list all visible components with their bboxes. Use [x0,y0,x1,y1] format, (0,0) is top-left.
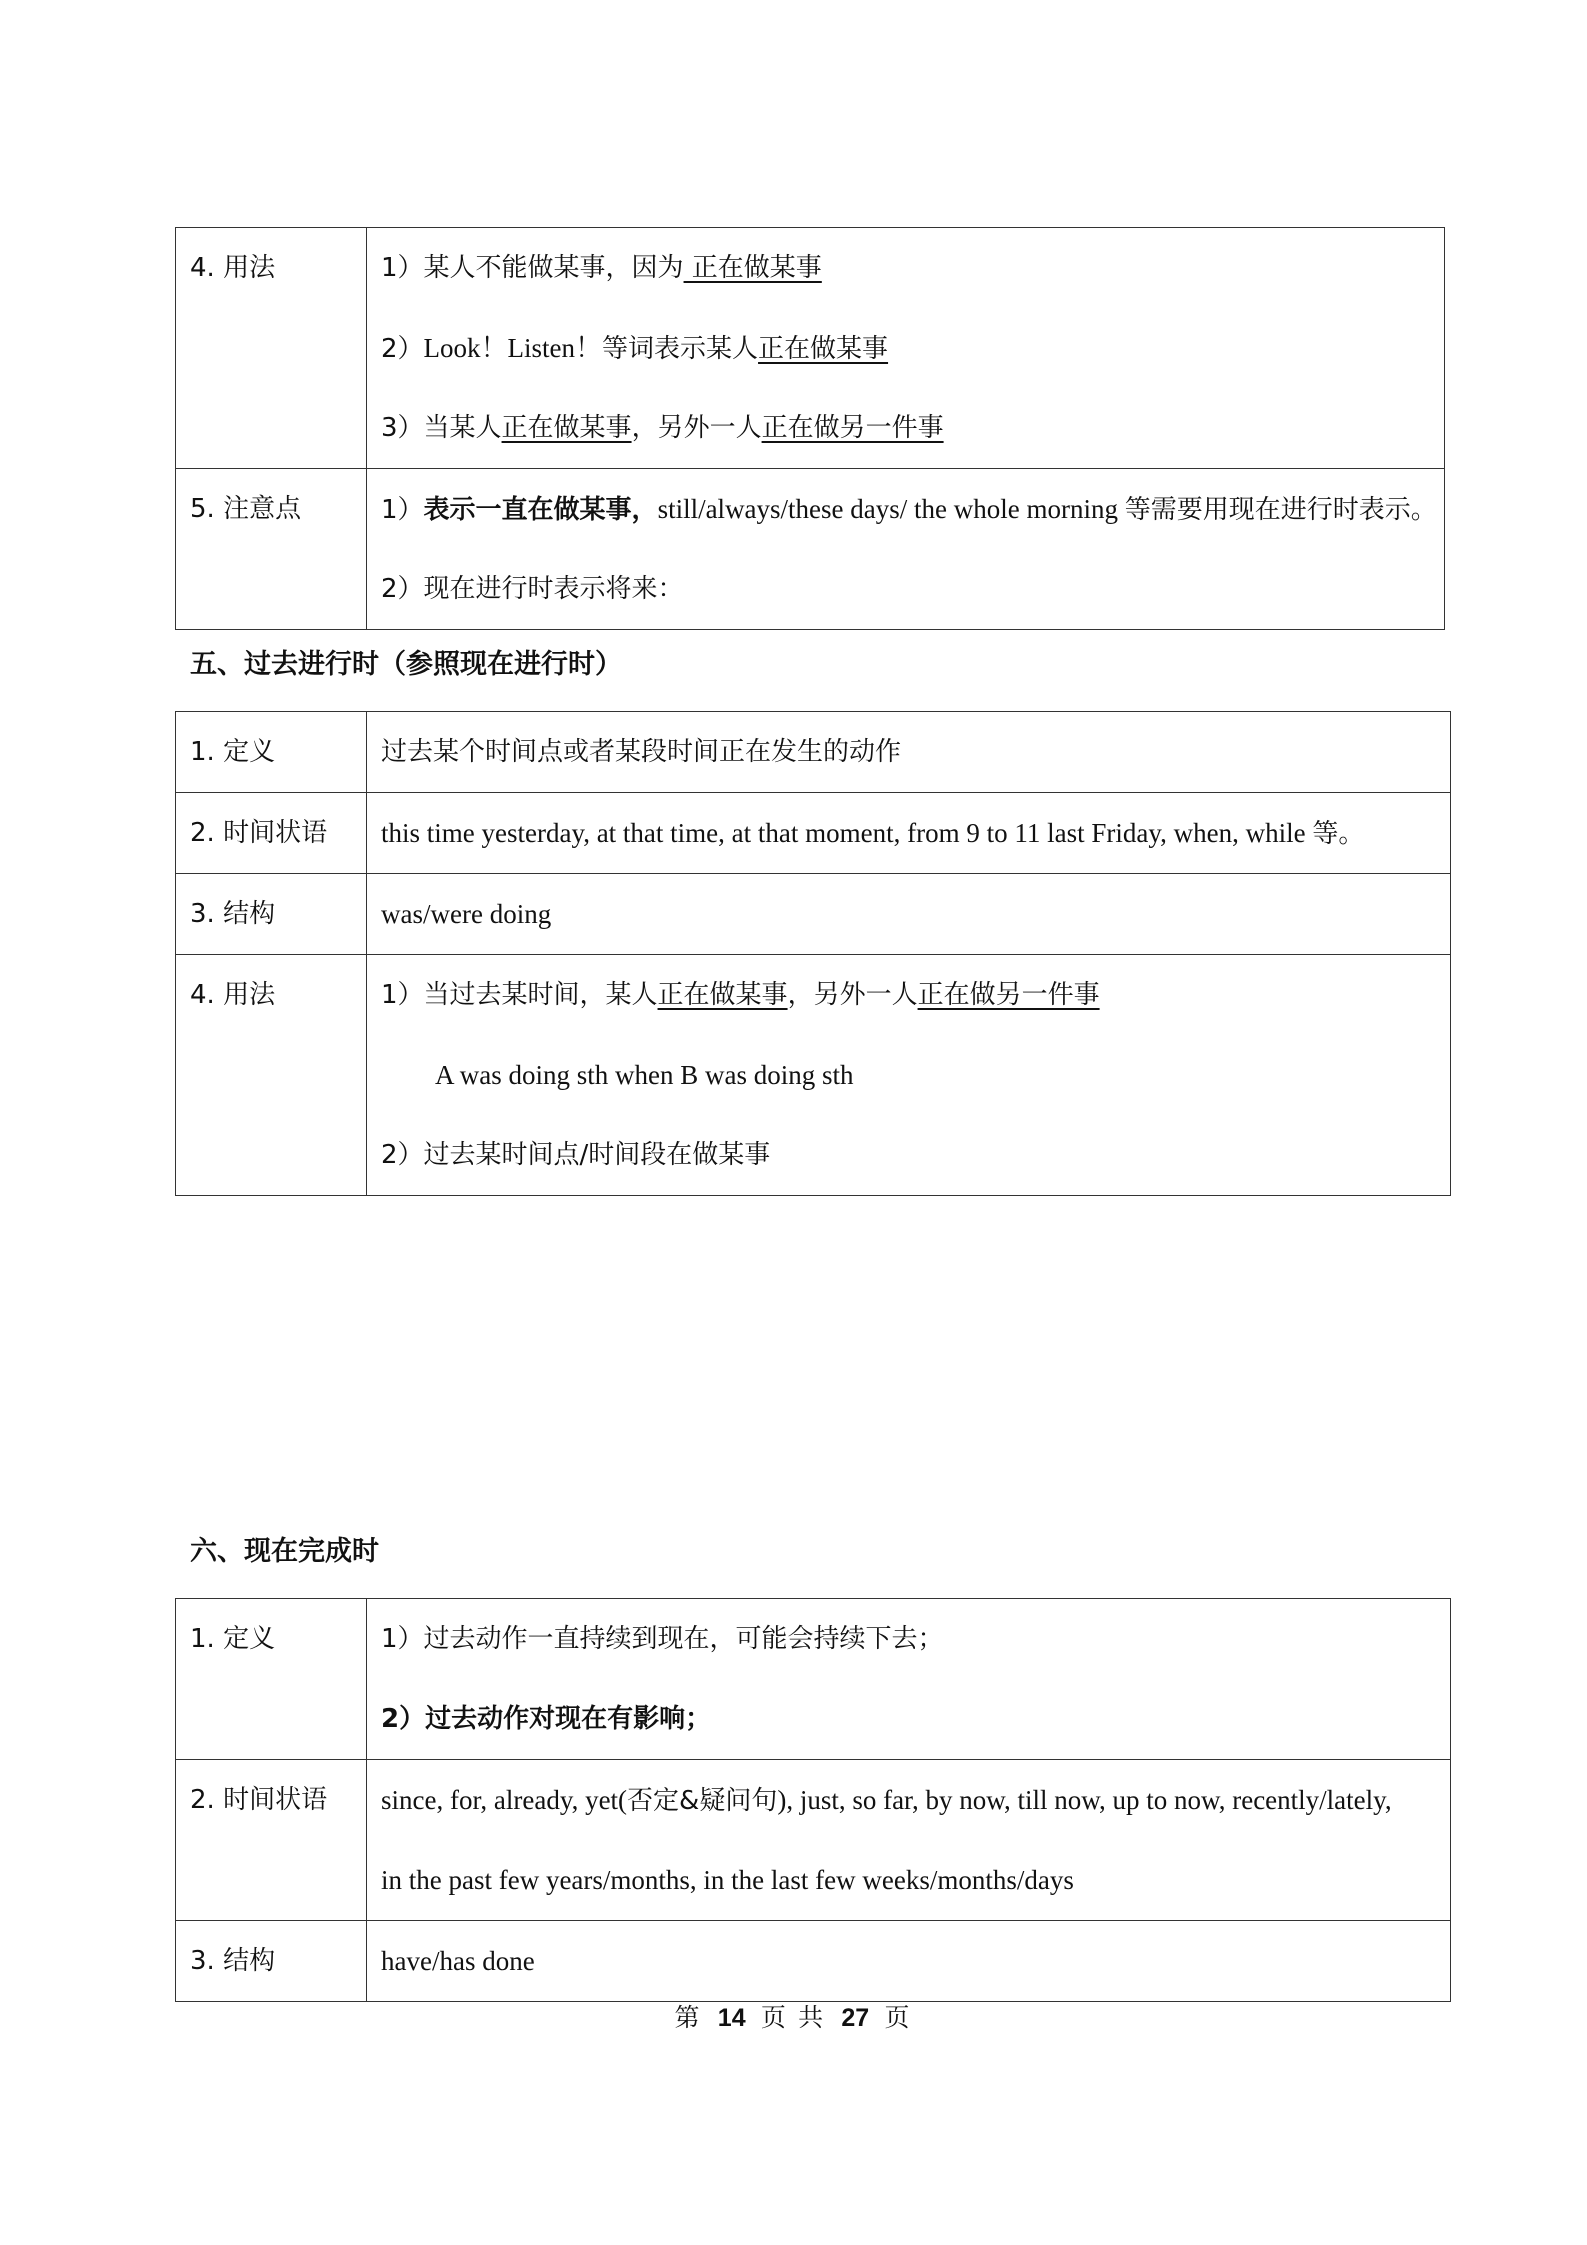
table-present-perfect [175,1598,1451,2002]
page-footer [0,2000,1587,2036]
content-line [367,955,1450,1035]
row-content-cell [367,793,1451,874]
content-line [367,228,1444,308]
content-line [367,793,1450,873]
footer-prefix: 第 [674,2005,703,2032]
row-content-cell [367,228,1445,469]
line-text: was/were doing [381,899,552,929]
line-text: 2）现在进行时表示将来： [381,574,684,604]
row-label-cell [176,1921,367,2002]
line-text: 3）当某人 [381,413,502,443]
content-line [367,1840,1450,1920]
row-label-cell [176,469,367,630]
line-text: 等。 [1312,819,1365,849]
row-label: 3. 结构 [190,1946,276,1976]
line-text: 1）过去动作一直持续到现在，可能会持续下去； [381,1624,944,1654]
table-row [176,874,1451,955]
line-text: have/has done [381,1946,535,1976]
row-label-cell [176,1760,367,1921]
section-heading-present-perfect: 六、现在完成时 [190,1536,379,1567]
row-content-cell [367,1760,1451,1921]
underlined-text: 正在做某事 [683,253,822,283]
row-label-cell [176,1599,367,1760]
content-line [367,1760,1450,1840]
row-content-cell [367,955,1451,1196]
line-text: ), just, so far, by now, till now, up to now, recently/lately, [777,1785,1392,1815]
line-text: 1）某人不能做某事，因为 [381,253,684,283]
underlined-text: 正在做某事 [758,334,889,364]
line-text: 2） [381,334,424,364]
underlined-text: 正在做某事 [657,980,788,1010]
content-line [367,1115,1450,1195]
line-text: 2）过去某时间点/时间段在做某事 [381,1140,771,1170]
line-text: 等词表示某人 [602,334,759,364]
section-heading-past-continuous: 五、过去进行时（参照现在进行时） [190,649,622,680]
footer-page-number: 14 [717,2004,746,2032]
line-text: ，另外一人 [787,980,918,1010]
row-content-cell [367,1599,1451,1760]
row-label: 2. 时间状语 [190,818,328,848]
footer-suffix: 页 [884,2005,913,2032]
row-label: 1. 定义 [190,737,276,767]
line-text: Look！Listen！ [423,333,603,363]
line-text: in the past few years/months, in the last few weeks/months/days [381,1865,1074,1895]
row-label: 3. 结构 [190,899,276,929]
row-content-cell [367,874,1451,955]
row-label-cell [176,228,367,469]
row-label-cell [176,712,367,793]
table-row [176,955,1451,1196]
footer-middle: 页 共 [760,2005,827,2032]
row-label: 2. 时间状语 [190,1785,328,1815]
bold-text: 2）过去动作对现在有影响； [381,1704,712,1734]
bold-text: 表示一直在做某事， [423,495,658,525]
content-line [367,388,1444,468]
content-line [367,1035,1450,1115]
line-text: 等需要用现在进行时表示。 [1124,495,1437,525]
row-label: 4. 用法 [190,253,276,283]
table-row [176,712,1451,793]
row-content-cell [367,469,1445,630]
content-line [367,1921,1450,2001]
content-line [367,549,1444,629]
line-text: 过去某个时间点或者某段时间正在发生的动作 [381,737,902,767]
table-row [176,228,1445,469]
table-row [176,469,1445,630]
underlined-text: 正在做某事 [501,413,632,443]
line-text: this time yesterday, at that time, at that moment, from 9 to 11 last Friday, when, while [381,818,1313,848]
row-content-cell [367,712,1451,793]
content-line [367,1679,1450,1759]
row-label-cell [176,955,367,1196]
footer-total-pages: 27 [841,2004,870,2032]
line-text: 1） [381,495,424,525]
table-row [176,1599,1451,1760]
line-text: 否定&疑问句 [627,1786,778,1816]
table-row [176,1760,1451,1921]
row-content-cell [367,1921,1451,2002]
table-past-continuous [175,711,1451,1196]
content-line [367,874,1450,954]
table-present-continuous-continued [175,227,1445,630]
row-label: 1. 定义 [190,1624,276,1654]
line-text: since, for, already, yet( [381,1785,628,1815]
content-line [367,712,1450,792]
row-label: 5. 注意点 [190,494,302,524]
line-text: still/always/these days/ the whole morning [657,494,1125,524]
line-text: 1）当过去某时间，某人 [381,980,658,1010]
table-row [176,793,1451,874]
underlined-text: 正在做另一件事 [761,413,944,443]
underlined-text: 正在做另一件事 [917,980,1100,1010]
row-label-cell [176,874,367,955]
row-label: 4. 用法 [190,980,276,1010]
content-line [367,1599,1450,1679]
line-text: A was doing sth when B was doing sth [435,1060,854,1090]
content-line [367,469,1444,549]
content-line [367,308,1444,388]
line-text: ，另外一人 [631,413,762,443]
row-label-cell [176,793,367,874]
table-row [176,1921,1451,2002]
